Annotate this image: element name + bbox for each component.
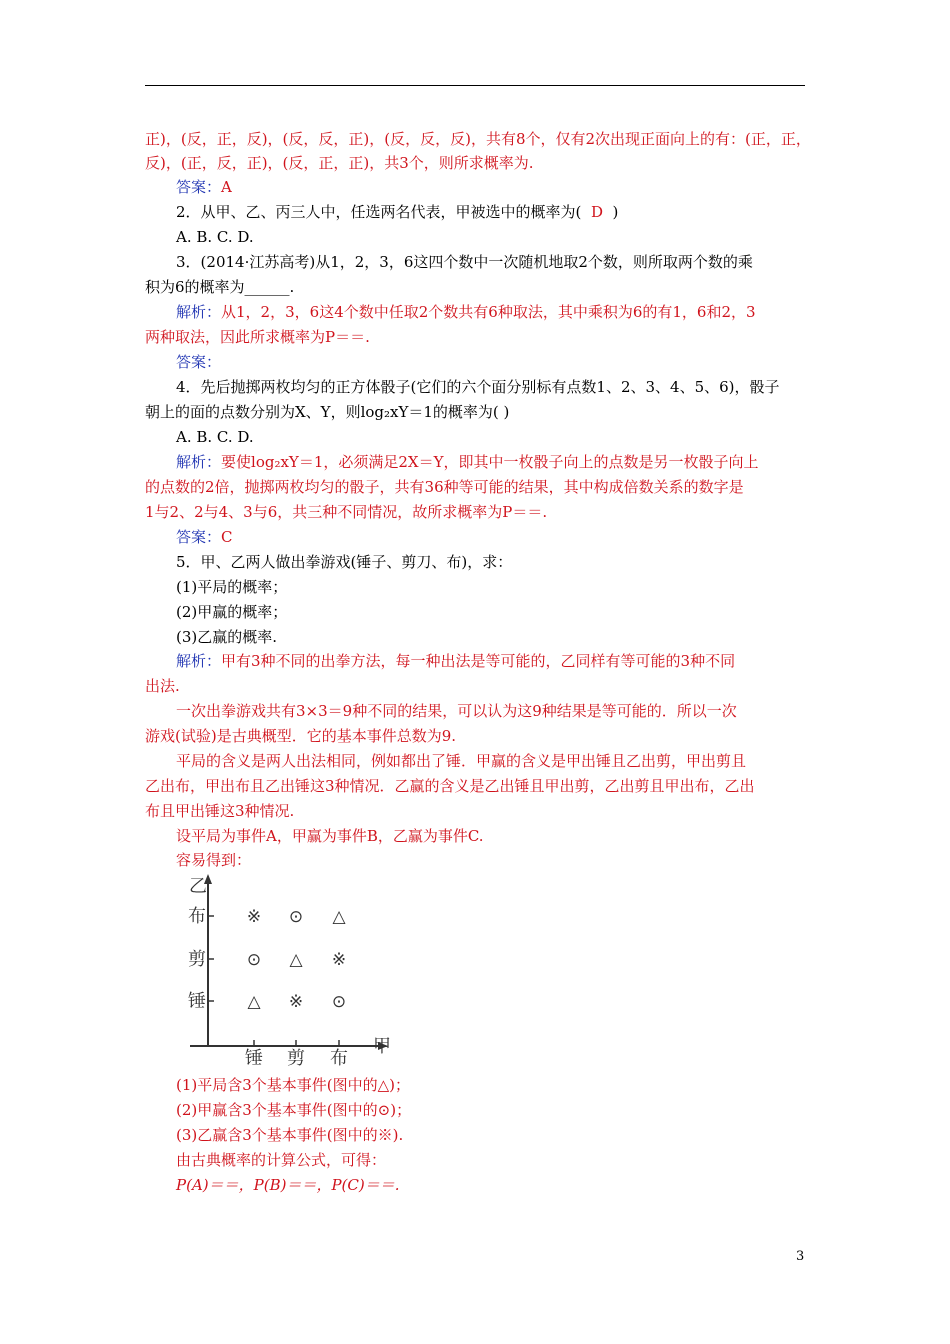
sub-question: (2)甲赢的概率； (176, 603, 288, 621)
grid-cell: ※ (288, 992, 304, 1012)
analysis-text: 从1，2，3，6这4个数中任取2个数共有6种取法，其中乘积为6的有1，6和2，3 (221, 303, 756, 321)
grid-cell: △ (289, 950, 303, 970)
text-line: 两种取法，因此所求概率为P＝＝. (145, 328, 370, 346)
text-line: 由古典概率的计算公式，可得： (176, 1151, 387, 1169)
question-3: 3．(2014·江苏高考)从1，2，3，6这四个数中一次随机地取2个数，则所取两个数的乘 (176, 253, 753, 271)
text-line: 容易得到： (176, 851, 252, 869)
col-label: 布 (330, 1048, 348, 1068)
formula-line: P(A)＝＝，P(B)＝＝，P(C)＝＝. (176, 1176, 400, 1194)
options-line: A. B. C. D. (176, 428, 254, 446)
row-label: 剪 (188, 949, 206, 970)
text-line: 平局的含义是两人出法相同，例如都出了锤．甲赢的含义是甲出锤且乙出剪，甲出剪且 (176, 752, 747, 770)
answer-value: A (221, 178, 232, 196)
answer-line (176, 527, 233, 547)
text-line: 正)，(反，正，反)，(反，反，正)，(反，反，反)，共有8个，仅有2次出现正面向上的有：(正，正， (145, 130, 811, 148)
answer-value: C (221, 528, 233, 546)
text-line: 1与2、2与4、3与6，共三种不同情况，故所求概率为P＝＝. (145, 503, 548, 521)
text-line: 乙出布，甲出布且乙出锤这3种情况．乙赢的含义是乙出锤且甲出剪，乙出剪且甲出布，乙出 (145, 777, 755, 795)
text-line: 朝上的面的点数分别为X、Y，则log₂xY＝1的概率为( ) (145, 403, 510, 421)
grid-cell: △ (332, 907, 346, 927)
answer-value: D (590, 203, 603, 221)
question-text: 2．从甲、乙、丙三人中，任选两名代表，甲被选中的概率为( (176, 203, 582, 221)
grid-cell: ⊙ (288, 907, 304, 927)
header-rule (145, 85, 805, 86)
text-line: (2)甲赢含3个基本事件(图中的⊙)； (176, 1101, 412, 1119)
grid-cell: ※ (331, 950, 347, 970)
grid-cell: ※ (246, 907, 262, 927)
text-line: (1)平局含3个基本事件(图中的△)； (176, 1076, 411, 1094)
x-axis-label: 甲 (373, 1036, 391, 1057)
answer-line (176, 177, 232, 197)
col-label: 锤 (245, 1048, 263, 1068)
grid-cell: ⊙ (246, 950, 262, 970)
text-line: (3)乙赢含3个基本事件(图中的※). (176, 1126, 404, 1144)
analysis-line (176, 302, 756, 322)
answer-label: 答案： (176, 528, 222, 546)
row-label: 锤 (188, 991, 206, 1012)
grid-cell: △ (247, 992, 261, 1012)
text-line: 布且甲出锤这3种情况. (145, 802, 295, 820)
text-line: 出法. (145, 677, 180, 695)
text-line: 设平局为事件A，甲赢为事件B，乙赢为事件C. (176, 827, 484, 845)
analysis-label: 解析： (176, 652, 222, 670)
outcome-grid-diagram (176, 872, 396, 1068)
question-5: 5．甲、乙两人做出拳游戏(锤子、剪刀、布)，求： (176, 553, 513, 571)
analysis-label: 解析： (176, 453, 222, 471)
text-line: 的点数的2倍，抛掷两枚均匀的骰子，共有36种等可能的结果，其中构成倍数关系的数字是 (145, 478, 744, 496)
text-line: 积为6的概率为______. (145, 278, 295, 296)
question-4: 4．先后抛掷两枚均匀的正方体骰子(它们的六个面分别标有点数1、2、3、4、5、6)，骰子 (176, 378, 780, 396)
page-number: 3 (796, 1249, 805, 1264)
analysis-text: 甲有3种不同的出拳方法，每一种出法是等可能的，乙同样有等可能的3种不同 (221, 652, 736, 670)
analysis-label: 解析： (176, 303, 222, 321)
analysis-line (176, 452, 759, 472)
question-text: ) (612, 203, 619, 221)
text-line: 反)，(正，反，正)，(反，正，正)，共3个，则所求概率为. (145, 154, 534, 172)
y-axis-label: 乙 (189, 876, 207, 897)
answer-label: 答案： (176, 353, 222, 371)
row-label: 布 (188, 906, 206, 927)
sub-question: (1)平局的概率； (176, 578, 288, 596)
text-line: 一次出拳游戏共有3×3＝9种不同的结果，可以认为这9种结果是等可能的．所以一次 (176, 702, 737, 720)
options-line: A. B. C. D. (176, 228, 254, 246)
sub-question: (3)乙赢的概率. (176, 628, 278, 646)
analysis-line (176, 651, 735, 671)
text-line: 游戏(试验)是古典概型．它的基本事件总数为9. (145, 727, 457, 745)
analysis-text: 要使log₂xY＝1，必须满足2X＝Y，即其中一枚骰子向上的点数是另一枚骰子向上 (221, 453, 759, 471)
col-label: 剪 (287, 1048, 305, 1068)
question-2 (176, 202, 618, 222)
grid-cell: ⊙ (331, 992, 347, 1012)
answer-label: 答案： (176, 178, 222, 196)
